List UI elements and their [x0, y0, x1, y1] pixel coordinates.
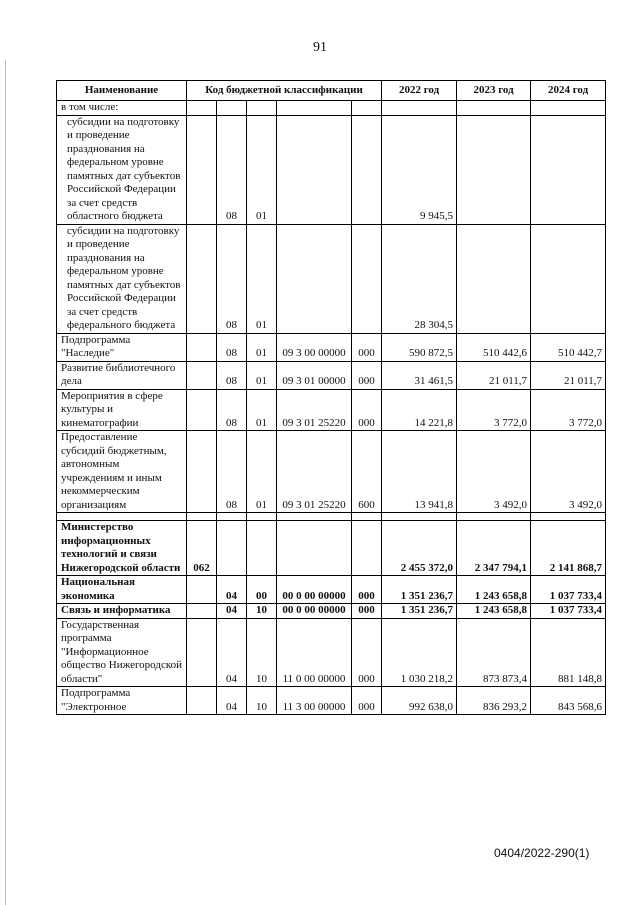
- table-row: [57, 687, 606, 715]
- budget-table: [56, 80, 606, 715]
- cell-gr: [187, 101, 217, 116]
- cell-name: Предоставление субсидий бюджетным, автономным учреждениям и иным некоммерческим организациям: [57, 431, 187, 513]
- cell-y2023: 1 243 658,8: [457, 604, 531, 619]
- cell-name: субсидии на подготовку и проведение празднования на федеральном уровне памятных дат субъектов Российской Федерации за счет средств федерального бюджета: [57, 224, 187, 333]
- cell-y2022: 9 945,5: [382, 115, 457, 224]
- cell-y2023: 836 293,2: [457, 687, 531, 715]
- table-row: [57, 115, 606, 224]
- cell-y2023: 21 011,7: [457, 361, 531, 389]
- cell-y2024: 1 037 733,4: [531, 604, 606, 619]
- cell-name: Подпрограмма "Наследие": [57, 333, 187, 361]
- page-number: 91: [313, 40, 327, 55]
- cell-name: Развитие библиотечного дела: [57, 361, 187, 389]
- cell-y2022: 1 351 236,7: [382, 604, 457, 619]
- cell-vr: [352, 521, 382, 576]
- cell-vr: [352, 513, 382, 521]
- header-name: Наименование: [57, 81, 187, 101]
- cell-csr: [277, 101, 352, 116]
- cell-rz: 04: [217, 576, 247, 604]
- cell-y2024: 1 037 733,4: [531, 576, 606, 604]
- cell-gr: 062: [187, 521, 217, 576]
- cell-vr: 000: [352, 333, 382, 361]
- table-row: [57, 361, 606, 389]
- cell-y2022: [382, 101, 457, 116]
- cell-csr: [277, 513, 352, 521]
- cell-gr: [187, 333, 217, 361]
- table-body: [57, 101, 606, 715]
- cell-gr: [187, 687, 217, 715]
- cell-name: Министерство информационных технологий и связи Нижегородской области: [57, 521, 187, 576]
- header-2024: 2024 год: [531, 81, 606, 101]
- cell-csr: 11 0 00 00000: [277, 618, 352, 687]
- cell-csr: 11 3 00 00000: [277, 687, 352, 715]
- cell-y2022: 31 461,5: [382, 361, 457, 389]
- cell-rz: 04: [217, 618, 247, 687]
- cell-y2024: 510 442,7: [531, 333, 606, 361]
- cell-rz: 08: [217, 361, 247, 389]
- cell-pr: [247, 513, 277, 521]
- cell-rz: [217, 101, 247, 116]
- cell-vr: [352, 101, 382, 116]
- cell-rz: 08: [217, 224, 247, 333]
- cell-y2024: 2 141 868,7: [531, 521, 606, 576]
- header-2023: 2023 год: [457, 81, 531, 101]
- cell-y2022: 992 638,0: [382, 687, 457, 715]
- cell-name: Связь и информатика: [57, 604, 187, 619]
- cell-pr: [247, 521, 277, 576]
- cell-y2024: [531, 101, 606, 116]
- table-row: [57, 224, 606, 333]
- table-row: [57, 333, 606, 361]
- table-row: [57, 576, 606, 604]
- cell-y2024: 21 011,7: [531, 361, 606, 389]
- table-row: [57, 389, 606, 431]
- cell-gr: [187, 604, 217, 619]
- cell-y2024: 843 568,6: [531, 687, 606, 715]
- cell-pr: 01: [247, 389, 277, 431]
- table-row: [57, 101, 606, 116]
- cell-y2023: 3 492,0: [457, 431, 531, 513]
- cell-csr: 00 0 00 00000: [277, 576, 352, 604]
- cell-y2023: [457, 101, 531, 116]
- cell-gr: [187, 361, 217, 389]
- cell-vr: 000: [352, 604, 382, 619]
- cell-rz: 08: [217, 115, 247, 224]
- cell-vr: 000: [352, 687, 382, 715]
- cell-y2022: [382, 513, 457, 521]
- cell-csr: 09 3 01 25220: [277, 431, 352, 513]
- cell-pr: 01: [247, 115, 277, 224]
- cell-csr: [277, 521, 352, 576]
- cell-vr: [352, 115, 382, 224]
- cell-pr: 10: [247, 618, 277, 687]
- cell-gr: [187, 618, 217, 687]
- cell-y2022: 1 351 236,7: [382, 576, 457, 604]
- cell-csr: 09 3 01 25220: [277, 389, 352, 431]
- table-row: [57, 513, 606, 521]
- cell-csr: [277, 115, 352, 224]
- table-row: [57, 431, 606, 513]
- cell-y2023: [457, 224, 531, 333]
- cell-pr: 01: [247, 361, 277, 389]
- page-edge-rule: [5, 60, 6, 905]
- cell-name: субсидии на подготовку и проведение празднования на федеральном уровне памятных дат субъектов Российской Федерации за счет средств областного бюджета: [57, 115, 187, 224]
- cell-rz: [217, 521, 247, 576]
- cell-gr: [187, 115, 217, 224]
- cell-rz: [217, 513, 247, 521]
- cell-y2022: 590 872,5: [382, 333, 457, 361]
- cell-y2022: 2 455 372,0: [382, 521, 457, 576]
- cell-rz: 08: [217, 389, 247, 431]
- cell-y2023: [457, 115, 531, 224]
- cell-name: Мероприятия в сфере культуры и кинематографии: [57, 389, 187, 431]
- cell-y2022: 13 941,8: [382, 431, 457, 513]
- cell-y2024: 881 148,8: [531, 618, 606, 687]
- cell-vr: 000: [352, 361, 382, 389]
- cell-gr: [187, 431, 217, 513]
- cell-y2024: 3 492,0: [531, 431, 606, 513]
- cell-y2022: 14 221,8: [382, 389, 457, 431]
- header-2022: 2022 год: [382, 81, 457, 101]
- cell-csr: 09 3 00 00000: [277, 333, 352, 361]
- cell-vr: 000: [352, 576, 382, 604]
- cell-pr: 10: [247, 604, 277, 619]
- cell-y2023: 2 347 794,1: [457, 521, 531, 576]
- cell-pr: 01: [247, 431, 277, 513]
- document-code: 0404/2022-290(1): [494, 846, 590, 860]
- table-row: [57, 618, 606, 687]
- cell-pr: 01: [247, 224, 277, 333]
- table-row: [57, 521, 606, 576]
- cell-pr: 10: [247, 687, 277, 715]
- cell-pr: 01: [247, 333, 277, 361]
- cell-y2023: 510 442,6: [457, 333, 531, 361]
- cell-pr: [247, 101, 277, 116]
- cell-rz: 04: [217, 687, 247, 715]
- cell-y2024: 3 772,0: [531, 389, 606, 431]
- table-header-row: [57, 81, 606, 101]
- cell-rz: 08: [217, 333, 247, 361]
- cell-y2024: [531, 513, 606, 521]
- cell-gr: [187, 389, 217, 431]
- cell-vr: [352, 224, 382, 333]
- cell-csr: 09 3 01 00000: [277, 361, 352, 389]
- cell-csr: [277, 224, 352, 333]
- cell-gr: [187, 576, 217, 604]
- cell-vr: 000: [352, 618, 382, 687]
- cell-name: [57, 513, 187, 521]
- cell-vr: 600: [352, 431, 382, 513]
- cell-gr: [187, 513, 217, 521]
- cell-y2023: 3 772,0: [457, 389, 531, 431]
- cell-y2024: [531, 224, 606, 333]
- header-code: Код бюджетной классификации: [187, 81, 382, 101]
- cell-y2022: 28 304,5: [382, 224, 457, 333]
- cell-rz: 04: [217, 604, 247, 619]
- cell-name: в том числе:: [57, 101, 187, 116]
- cell-name: Государственная программа "Информационное общество Нижегородской области": [57, 618, 187, 687]
- table-row: [57, 604, 606, 619]
- cell-y2023: [457, 513, 531, 521]
- cell-y2023: 873 873,4: [457, 618, 531, 687]
- cell-rz: 08: [217, 431, 247, 513]
- cell-y2022: 1 030 218,2: [382, 618, 457, 687]
- cell-csr: 00 0 00 00000: [277, 604, 352, 619]
- cell-name: Национальная экономика: [57, 576, 187, 604]
- cell-vr: 000: [352, 389, 382, 431]
- cell-y2023: 1 243 658,8: [457, 576, 531, 604]
- cell-gr: [187, 224, 217, 333]
- cell-name: Подпрограмма "Электронное: [57, 687, 187, 715]
- cell-pr: 00: [247, 576, 277, 604]
- cell-y2024: [531, 115, 606, 224]
